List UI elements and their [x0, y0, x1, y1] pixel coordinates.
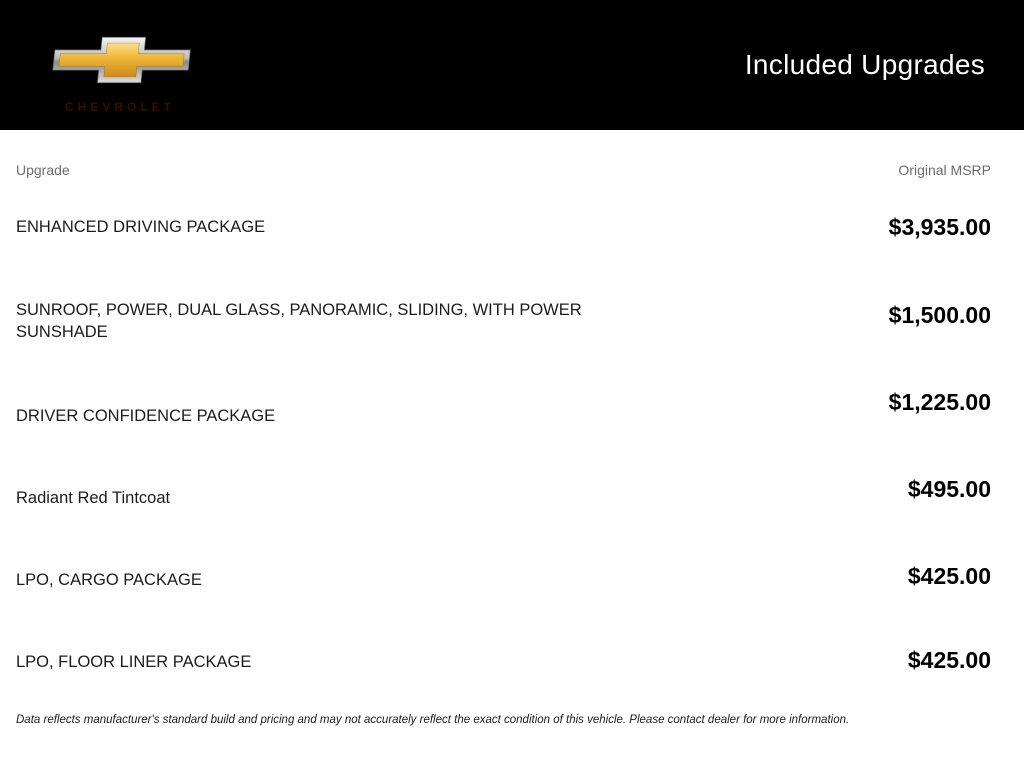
upgrade-msrp: $425.00 — [907, 646, 991, 673]
page-title: Included Upgrades — [744, 49, 985, 80]
upgrade-msrp: $425.00 — [907, 562, 991, 589]
upgrade-msrp: $1,225.00 — [888, 388, 991, 415]
header-bar — [0, 0, 1024, 130]
table-row — [16, 368, 991, 452]
upgrade-name: ENHANCED DRIVING PACKAGE — [16, 218, 266, 236]
table-row — [16, 620, 991, 704]
table-row — [16, 536, 991, 620]
upgrade-msrp: $495.00 — [907, 475, 991, 502]
table-column-headers — [16, 160, 991, 180]
chevrolet-bowtie-icon — [45, 24, 195, 96]
upgrade-msrp: $1,500.00 — [888, 301, 991, 328]
table-row — [16, 452, 991, 536]
upgrade-name: Radiant Red Tintcoat — [16, 489, 171, 507]
disclaimer-text: Data reflects manufacturer's standard build and pricing and may not accurately reflect the exact condition of this vehicle. Please contact dealer for more information. — [16, 714, 850, 726]
column-header-upgrade: Upgrade — [16, 162, 70, 178]
upgrade-name: DRIVER CONFIDENCE PACKAGE — [16, 407, 276, 425]
upgrade-name: SUNROOF, POWER, DUAL GLASS, PANORAMIC, SLIDING, WITH POWER SUNSHADE — [16, 301, 582, 341]
table-row — [16, 274, 991, 368]
upgrade-msrp: $3,935.00 — [888, 213, 991, 240]
column-header-msrp: Original MSRP — [898, 162, 991, 178]
upgrade-name: LPO, FLOOR LINER PACKAGE — [16, 653, 252, 671]
table-row — [16, 180, 991, 274]
chevrolet-logo — [45, 24, 195, 114]
brand-name-text: CHEVROLET — [64, 100, 175, 114]
upgrades-table — [0, 160, 1024, 726]
upgrade-name: LPO, CARGO PACKAGE — [16, 571, 202, 589]
